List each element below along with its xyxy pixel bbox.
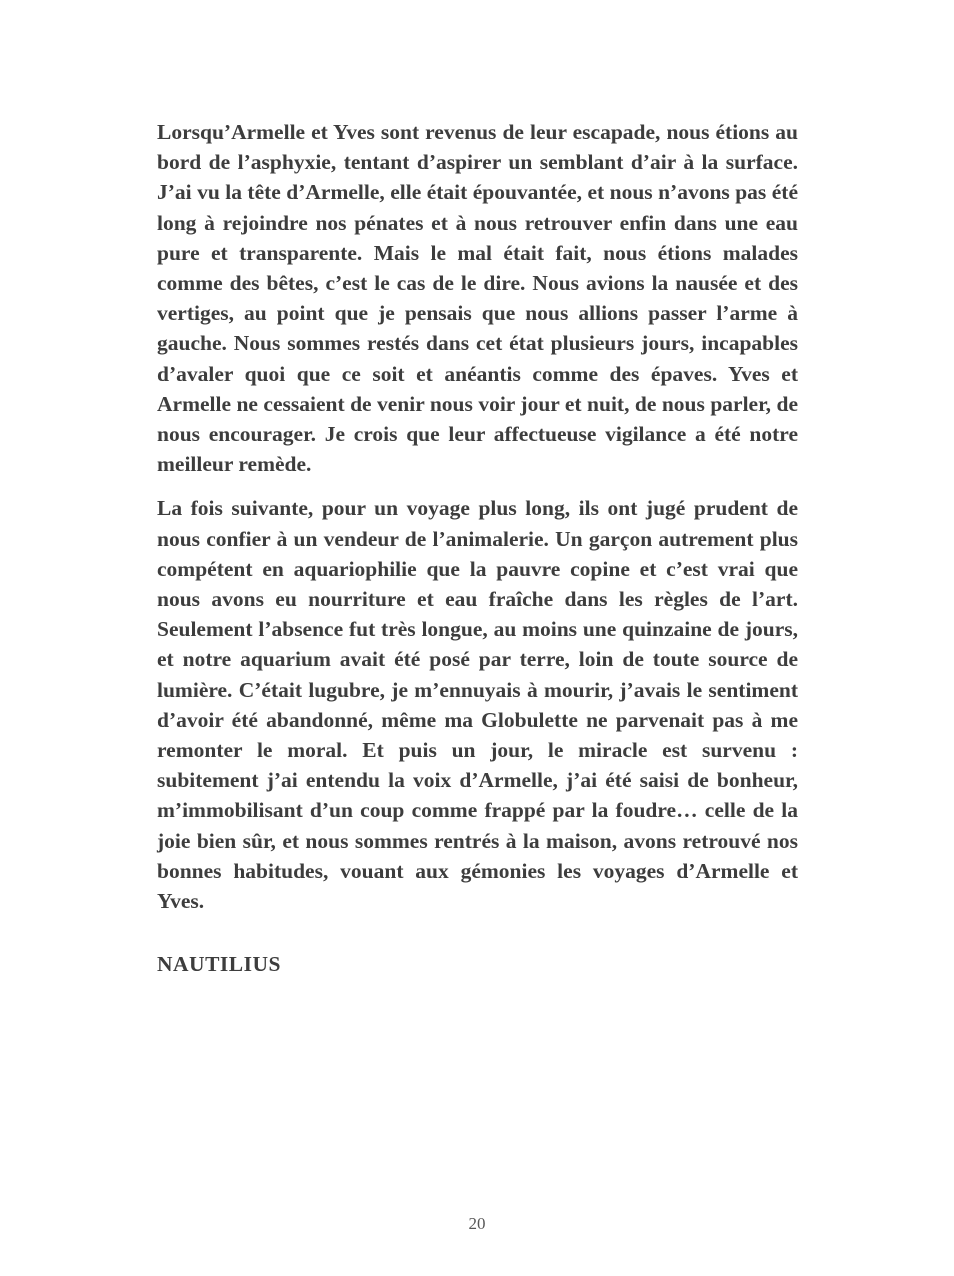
paragraph-1: Lorsqu’Armelle et Yves sont revenus de leur escapade, nous étions au bord de l’asphyxie, tentant d’aspirer un semblant d’air à la surface. J’ai vu la tête d’Armelle, elle était épouvantée, et nous n’avons pas été long à rejoindre nos pénates et à nous retrouver enfin dans une eau pure et transparente. Mais le mal était fait, nous étions malades comme des bêtes, c’est le cas de le dire. Nous avions la nausée et des vertiges, au point que je pensais que nous allions passer l’arme à gauche. Nous sommes restés dans cet état plusieurs jours, incapables d’avaler quoi que ce soit et anéantis comme des épaves. Yves et Armelle ne cessaient de venir nous voir jour et nuit, de nous parler, de nous encourager. Je crois que leur affectueuse vigilance a été notre meilleur remède. [157, 120, 798, 477]
text-block [157, 117, 798, 979]
page-number: 20 [468, 1214, 486, 1233]
paragraph-2: La fois suivante, pour un voyage plus long, ils ont jugé prudent de nous confier à un vendeur de l’animalerie. Un garçon autrement plus compétent en aquariophilie que la pauvre copine et c’est vrai que nous avons eu nourriture et eau fraîche dans les règles de l’art. Seulement l’absence fut très longue, au moins une quinzaine de jours, et notre aquarium avait été posé par terre, loin de toute source de lumière. C’était lugubre, je m’ennuyais à mourir, j’avais le sentiment d’avoir été abandonné, même ma Globulette ne parvenait pas à me remonter le moral. Et puis un jour, le miracle est survenu : subitement j’ai entendu la voix d’Armelle, j’ai été saisi de bonheur, m’immobilisant d’un coup comme frappé par la foudre… celle de la joie bien sûr, et nous sommes rentrés à la maison, avons retrouvé nos bonnes habitudes, vouant aux gémonies les voyages d’Armelle et Yves. [157, 496, 798, 914]
page-footer [0, 1214, 954, 1234]
signature: NAUTILIUS [157, 952, 281, 977]
